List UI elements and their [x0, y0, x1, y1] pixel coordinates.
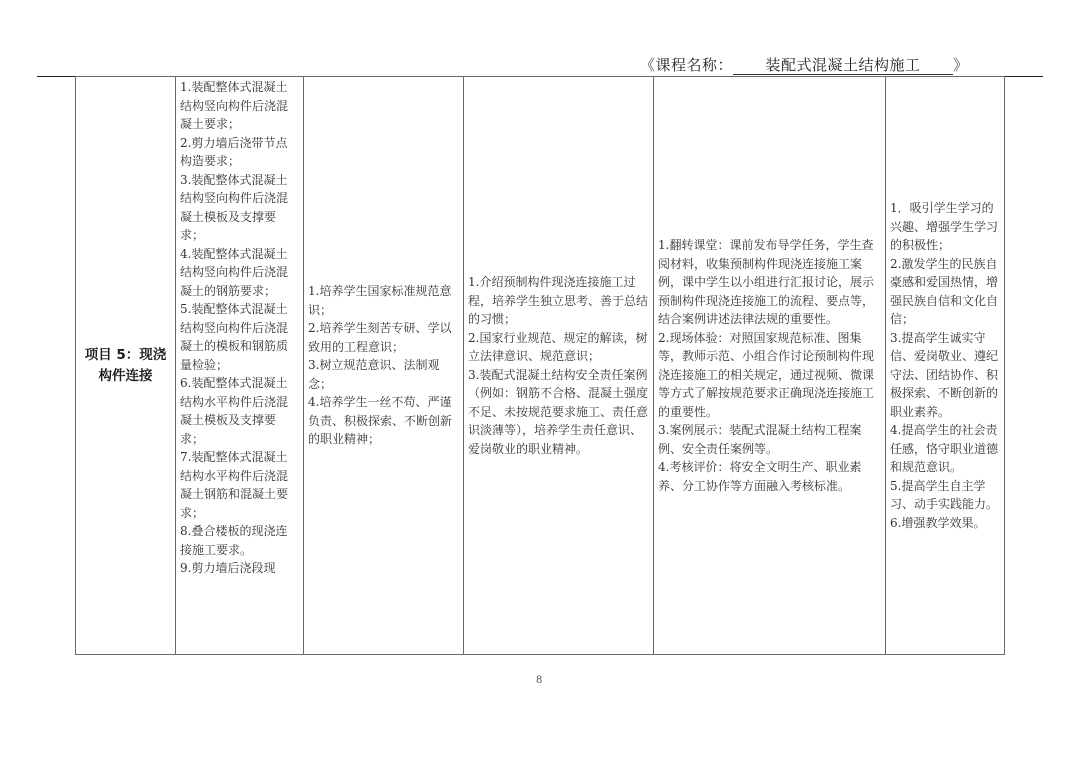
- effect-item: 5.提高学生自主学习、动手实践能力。: [890, 478, 999, 511]
- project-cell: 项目 5：现浇构件连接: [76, 77, 176, 655]
- course-title-prefix: 《课程名称：: [640, 56, 734, 74]
- course-title-header: [640, 54, 969, 75]
- knowledge-item: 3.装配整体式混凝土结构竖向构件后浇混凝土模板及支撑要求；: [180, 172, 289, 242]
- effect-item: 3.提高学生诚实守信、爱岗敬业、遵纪守法、团结协作、积极探索、不断创新的职业素养。: [890, 330, 999, 419]
- method-item: 4.考核评价：将安全文明生产、职业素养、分工协作等方面融入考核标准。: [658, 460, 862, 493]
- effect-item: 1．吸引学生学习的兴趣、增强学生学习的积极性；: [890, 201, 999, 252]
- goal-item: 3.树立规范意识、法制观念；: [308, 358, 440, 391]
- knowledge-item: 2.剪力墙后浇带节点构造要求；: [180, 135, 288, 168]
- knowledge-item: 7.装配整体式混凝土结构水平构件后浇混凝土钢筋和混凝土要求；: [180, 450, 289, 520]
- knowledge-item: 8.叠合楼板的现浇连接施工要求。: [180, 524, 288, 557]
- effect-item: 2.激发学生的民族自豪感和爱国热情，增强民族自信和文化自信；: [890, 256, 999, 326]
- goal-item: 4.培养学生一丝不苟、严谨负责、积极探索、不断创新的职业精神；: [308, 395, 453, 447]
- effect-item: 4.提高学生的社会责任感，恪守职业道德和规范意识。: [890, 423, 999, 474]
- content-item: 1.介绍预制构件现浇连接施工过程，培养学生独立思考、善于总结的习惯；: [468, 275, 649, 326]
- knowledge-item: 9.剪力墙后浇段现: [180, 561, 276, 575]
- table-row: [76, 77, 1005, 655]
- page-number: 8: [536, 675, 543, 686]
- content-item: 3.装配式混凝土结构安全责任案例（例如：钢筋不合格、混凝土强度不足、未按规范要求施工、责任意识淡薄等），培养学生责任意识、爱岗敬业的职业精神。: [468, 367, 649, 456]
- knowledge-points-cell: [176, 77, 304, 655]
- knowledge-item: 5.装配整体式混凝土结构竖向构件后浇混凝土的模板和钢筋质量检验；: [180, 302, 289, 372]
- knowledge-item: 1.装配整体式混凝土结构竖向构件后浇混凝土要求；: [180, 80, 289, 131]
- goal-item: 2.培养学生刻苦专研、学以致用的工程意识；: [308, 321, 452, 354]
- course-title-suffix: 》: [953, 56, 969, 74]
- effect-item: 6.增强教学效果。: [890, 515, 986, 530]
- method-item: 2.现场体验：对照国家规范标准、图集等，教师示范、小组合作讨论预制构件现浇连接施工的相关规定，通过视频、微课等方式了解按规范要求正确现浇连接施工的重要性。: [658, 330, 875, 419]
- goal-item: 1.培养学生国家标准规范意识；: [308, 284, 452, 317]
- method-item: 1.翻转课堂：课前发布导学任务，学生查阅材料，收集预制构件现浇连接施工案例，课中学生以小组进行汇报讨论，展示预制构件现浇连接施工的流程、要点等，结合案例讲述法律法规的重要性。: [658, 238, 875, 326]
- ideological-content-cell: [464, 77, 654, 655]
- teaching-methods-cell: [654, 77, 886, 655]
- knowledge-item: 4.装配整体式混凝土结构竖向构件后浇混凝土的钢筋要求；: [180, 246, 289, 298]
- ideological-goals-cell: [304, 77, 464, 655]
- content-item: 2.国家行业规范、规定的解读，树立法律意识、规范意识；: [468, 330, 648, 363]
- course-name: 装配式混凝土结构施工: [733, 56, 953, 75]
- course-plan-table: [75, 76, 1005, 655]
- knowledge-item: 6.装配整体式混凝土结构水平构件后浇混凝土模板及支撑要求；: [180, 376, 289, 446]
- expected-effects-cell: [886, 77, 1005, 655]
- method-item: 3.案例展示：装配式混凝土结构工程案例、安全责任案例等。: [658, 423, 862, 456]
